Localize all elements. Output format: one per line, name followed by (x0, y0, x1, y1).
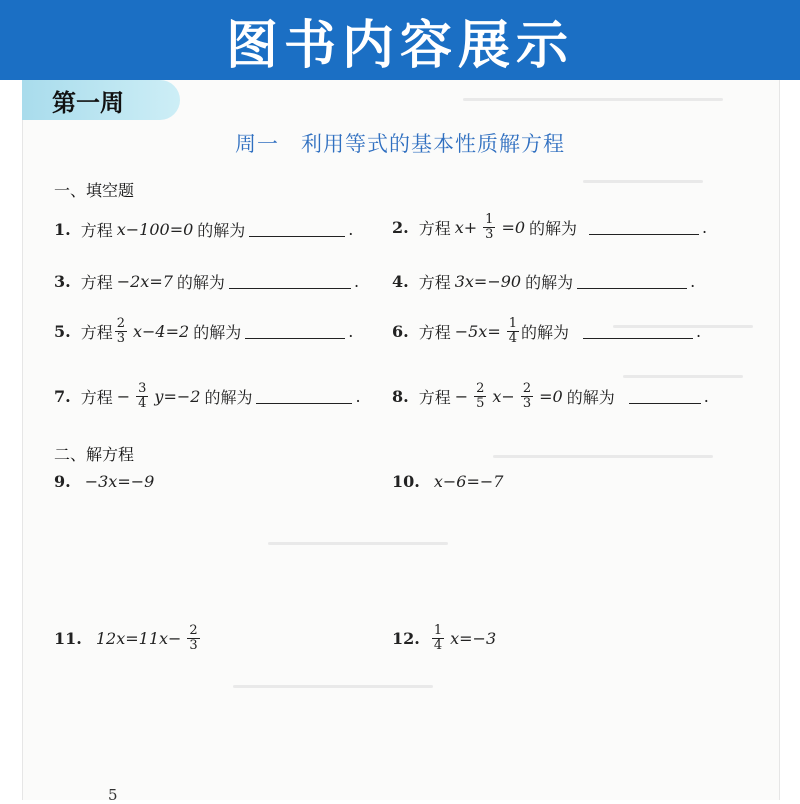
equation-part: y=−2 (154, 387, 201, 406)
question-12 (392, 624, 500, 653)
equation-part: =0 (501, 218, 526, 237)
answer-blank[interactable] (249, 222, 345, 237)
period: . (348, 322, 354, 341)
fraction (474, 382, 486, 411)
fraction (483, 213, 495, 242)
fraction-numerator: 2 (189, 623, 198, 638)
banner-title: 图书内容展示 (225, 15, 574, 76)
lesson-title: 周一 利用等式的基本性质解方程 (235, 132, 565, 156)
question-suffix: 的解为 (529, 219, 578, 238)
header-banner (0, 0, 800, 80)
answer-blank[interactable] (629, 389, 701, 404)
bleed-through-line (268, 542, 448, 545)
question-suffix: 的解为 (204, 388, 253, 407)
fraction-numerator: 1 (485, 212, 494, 227)
fraction (432, 624, 444, 653)
equation: 3x=−90 (454, 272, 522, 291)
fraction-numerator: 2 (522, 381, 532, 396)
question-number: 7. (54, 387, 71, 406)
fraction (136, 382, 148, 411)
equation-part: − (116, 387, 131, 406)
equation-part: x+ (454, 218, 478, 237)
week-label: 第一周 (52, 88, 124, 117)
answer-blank[interactable] (589, 220, 699, 235)
period: . (348, 220, 354, 239)
question-2 (392, 213, 707, 242)
question-9 (54, 472, 158, 491)
question-suffix: 的解为 (197, 221, 246, 240)
question-suffix: 的解为 (566, 388, 615, 407)
equation-part: =0 (539, 387, 563, 406)
bleed-through-line (493, 455, 713, 458)
question-number: 1. (54, 220, 71, 239)
period: . (702, 218, 708, 237)
answer-blank[interactable] (583, 324, 693, 339)
period: . (690, 272, 696, 291)
question-prefix: 方程 (80, 388, 113, 407)
question-7 (54, 382, 361, 411)
fraction-denominator: 5 (476, 396, 485, 411)
question-number: 4. (392, 272, 409, 291)
question-10 (392, 472, 507, 491)
question-suffix: 的解为 (521, 323, 570, 342)
equation-part: −5x= (454, 322, 501, 341)
fraction-numerator: 2 (116, 316, 125, 331)
answer-blank[interactable] (577, 274, 687, 289)
question-prefix: 方程 (418, 388, 451, 407)
question-number: 2. (392, 218, 409, 237)
period: . (353, 272, 360, 291)
period: . (355, 387, 361, 406)
fraction-denominator: 4 (138, 396, 147, 411)
question-4 (392, 270, 695, 293)
question-1 (54, 218, 353, 241)
fraction (521, 382, 533, 411)
answer-blank[interactable] (256, 389, 352, 404)
fraction (187, 624, 199, 653)
fraction-numerator: 3 (138, 381, 147, 396)
bleed-through-line (233, 685, 433, 688)
fraction-denominator: 3 (485, 227, 494, 242)
period: . (703, 387, 709, 406)
question-number: 5. (54, 322, 71, 341)
equation-part: x−4=2 (133, 322, 190, 341)
section-fill-in: 一、填空题 (54, 181, 135, 200)
equation-part: x=−3 (450, 629, 497, 648)
week-tab (22, 80, 180, 120)
period: . (696, 322, 702, 341)
question-number: 6. (392, 322, 409, 341)
question-5 (54, 317, 353, 346)
equation-part: 12x=11x− (95, 629, 182, 648)
question-8 (392, 382, 709, 411)
equation: −3x=−9 (84, 472, 155, 491)
question-prefix: 方程 (418, 219, 451, 238)
question-suffix: 的解为 (525, 273, 574, 292)
fraction-numerator: 2 (476, 381, 485, 396)
book-page (22, 80, 780, 800)
fraction (115, 317, 127, 346)
bleed-through-line (463, 98, 723, 101)
equation: −2x=7 (116, 272, 173, 291)
question-6 (392, 317, 701, 346)
fraction-denominator: 4 (433, 638, 443, 653)
question-suffix: 的解为 (176, 273, 225, 292)
question-prefix: 方程 (80, 323, 113, 342)
fraction-denominator: 3 (116, 331, 125, 346)
bleed-through-line (583, 180, 703, 183)
question-prefix: 方程 (418, 323, 451, 342)
question-prefix: 方程 (418, 273, 451, 292)
answer-blank[interactable] (229, 274, 351, 289)
question-number: 8. (392, 387, 409, 406)
question-3 (54, 270, 359, 293)
page-number: 5 (108, 786, 118, 804)
fraction-denominator: 4 (508, 331, 518, 346)
answer-blank[interactable] (245, 324, 345, 339)
equation-part: x− (492, 387, 515, 406)
question-prefix: 方程 (80, 273, 113, 292)
fraction-numerator: 1 (433, 623, 443, 638)
bleed-through-line (623, 375, 743, 378)
question-number: 12. (392, 629, 420, 648)
section-solve: 二、解方程 (54, 445, 135, 464)
question-number: 10. (392, 472, 420, 491)
equation-part: − (454, 387, 469, 406)
fraction-denominator: 3 (522, 396, 532, 411)
equation: x−100=0 (116, 220, 194, 239)
question-11 (54, 624, 202, 653)
question-number: 11. (54, 629, 82, 648)
question-suffix: 的解为 (193, 323, 242, 342)
question-number: 9. (54, 472, 71, 491)
question-number: 3. (54, 272, 71, 291)
fraction (507, 317, 519, 346)
fraction-denominator: 3 (189, 638, 198, 653)
equation: x−6=−7 (433, 472, 504, 491)
question-prefix: 方程 (80, 221, 113, 240)
fraction-numerator: 1 (508, 316, 518, 331)
